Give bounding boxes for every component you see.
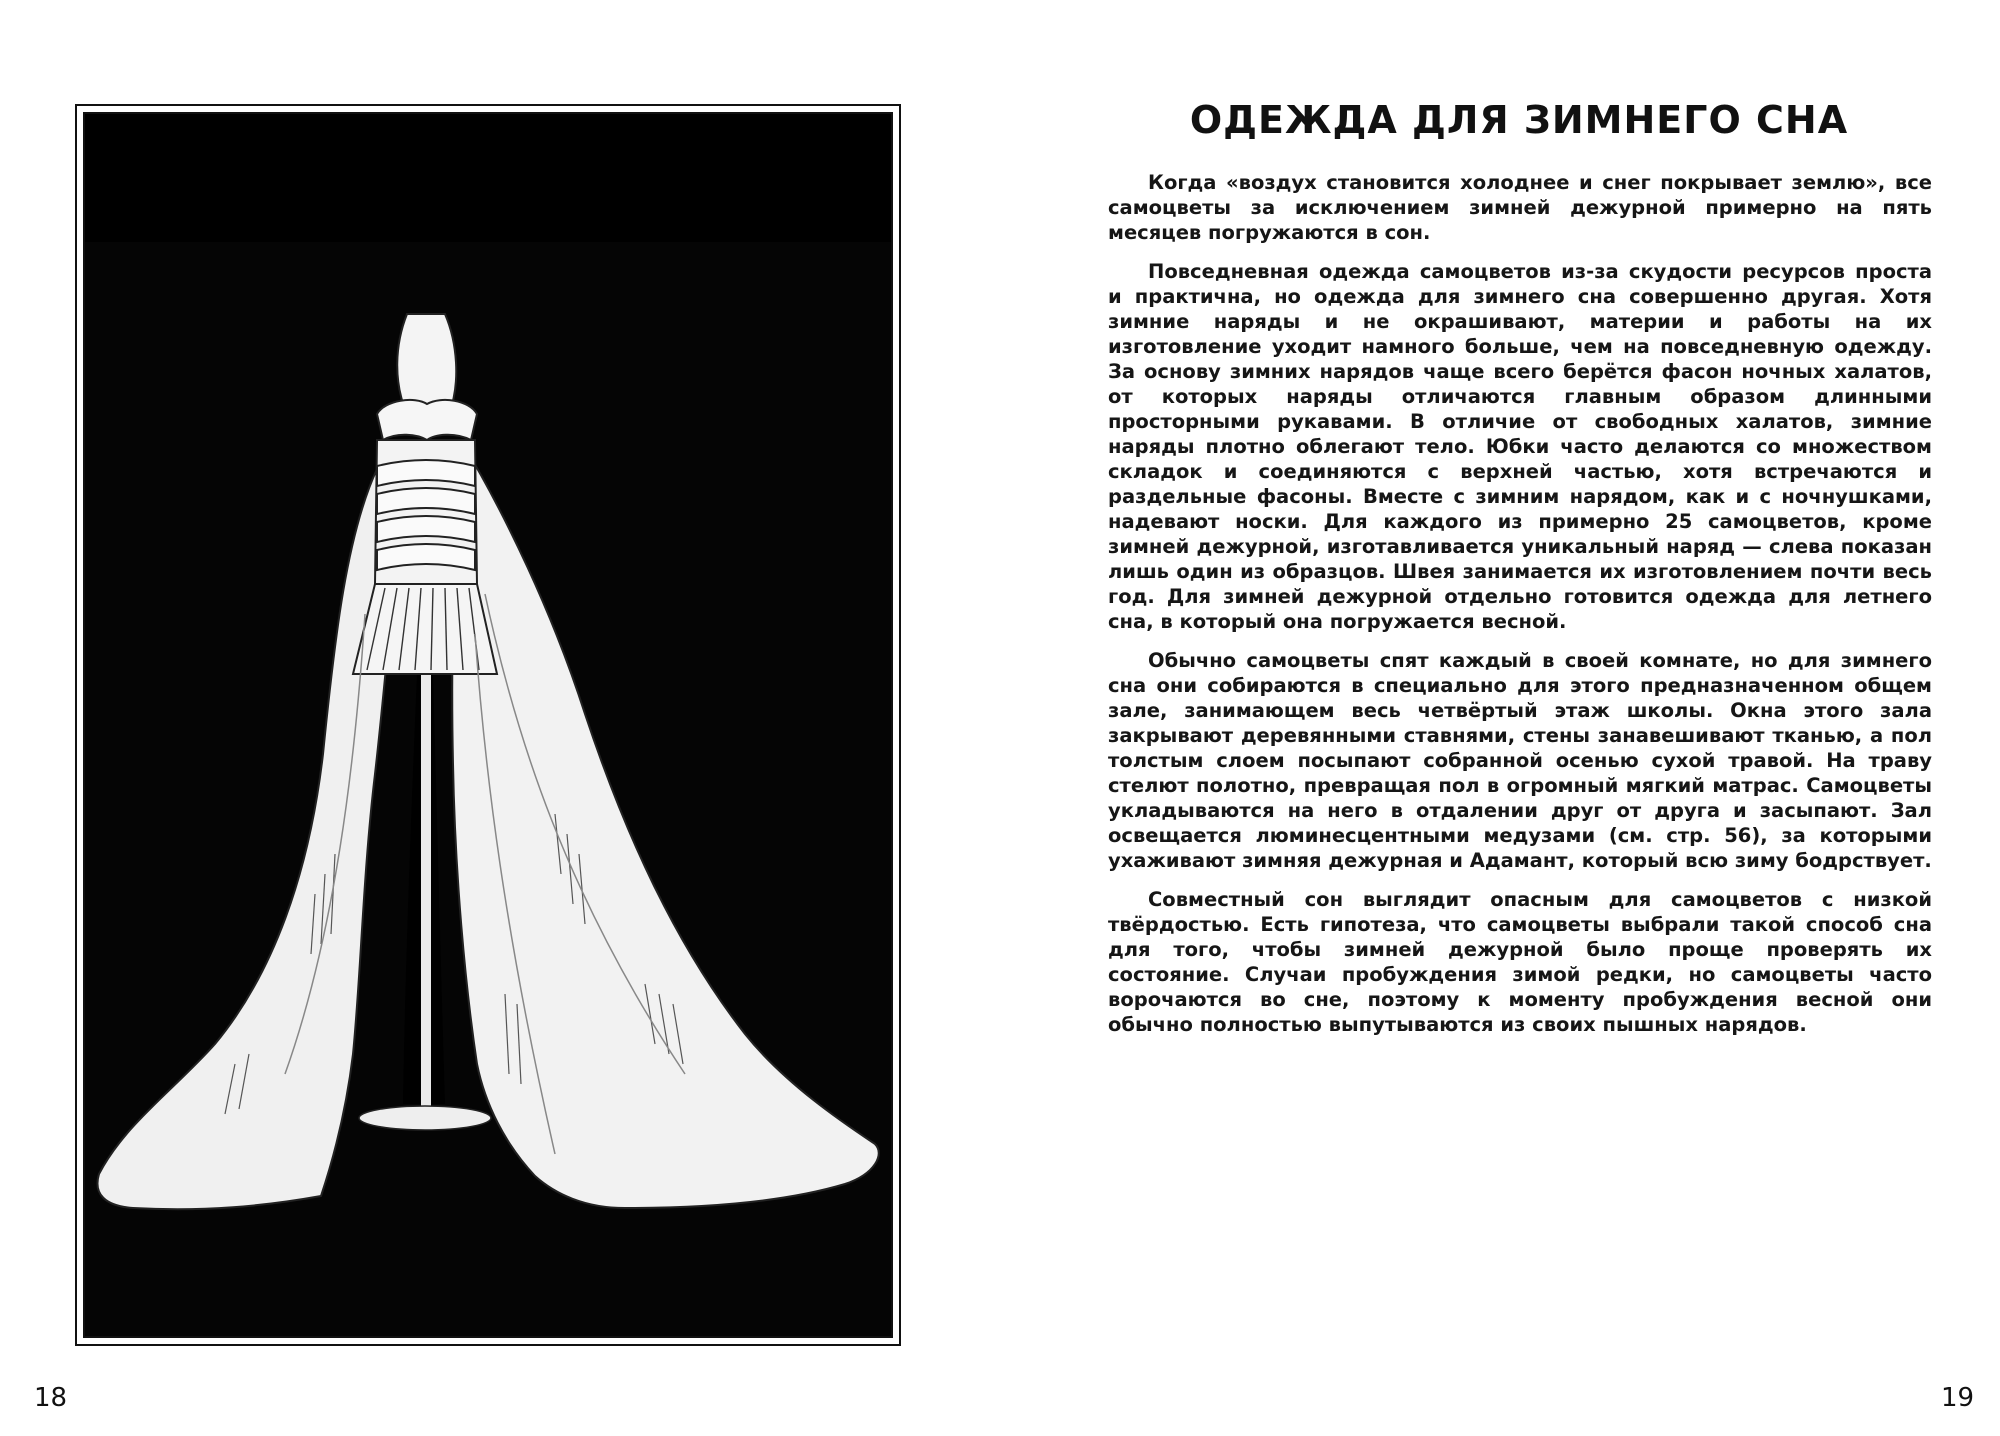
illustration-panel bbox=[83, 112, 893, 1338]
winter-sleep-gown-illustration-icon bbox=[85, 114, 891, 1336]
paragraph-4: Совместный сон выглядит опасным для самоцветов с низкой твёрдостью. Есть гипотеза, что самоцветы выбрали такой способ сна для того, чтобы зимней дежурной было проще проверять их состояние. Случаи пробуждения зимой редки, но самоцветы часто ворочаются во сне, поэтому к моменту пробуждения весной они обычно полностью выпутываются из своих пышных нарядов. bbox=[1108, 888, 1932, 1036]
page-number-left: 18 bbox=[34, 1383, 68, 1413]
page-number-right: 19 bbox=[1941, 1383, 1975, 1413]
paragraph-1: Когда «воздух становится холоднее и снег покрывает землю», все самоцветы за исключением зимней дежурной примерно на пять месяцев погружаются в сон. bbox=[1108, 171, 1932, 244]
page-title: ОДЕЖДА ДЛЯ ЗИМНЕГО СНА bbox=[1189, 98, 1849, 142]
paragraph-3: Обычно самоцветы спят каждый в своей комнате, но для зимнего сна они собираются в специально для этого предназначенном общем зале, занимающем весь четвёртый этаж школы. Окна этого зала закрывают деревянными ставнями, стены занавешивают тканью, а пол толстым слоем посыпают собранной осенью сухой травой. На траву стелют полотно, превращая пол в огромный мягкий матрас. Самоцветы укладываются на него в отдалении друг от друга и засыпают. Зал освещается люминесцентными медузами (см. стр. 56), за которыми ухаживают зимняя дежурная и Адамант, который всю зиму бодрствует. bbox=[1108, 649, 1932, 872]
paragraph-2: Повседневная одежда самоцветов из-за скудости ресурсов проста и практична, но одежда для зимнего сна совершенно другая. Хотя зимние наряды и не окрашивают, материи и работы на их изготовление уходит намного больше, чем на повседневную одежду. За основу зимних нарядов чаще всего берётся фасон ночных халатов, от которых наряды отличаются главным образом длинными просторными рукавами. В отличие от свободных халатов, зимние наряды плотно облегают тело. Юбки часто делаются со множеством складок и соединяются с верхней частью, хотя встречаются и раздельные фасоны. Вместе с зимним нарядом, как и с ночнушками, надевают носки. Для каждого из примерно 25 самоцветов, кроме зимней дежурной, изготавливается уникальный наряд — слева показан лишь один из образцов. Швея занимается их изготовлением почти весь год. Для зимней дежурной отдельно готовится одежда для летнего сна, в который она погружается весной. bbox=[1108, 260, 1932, 633]
article-body bbox=[1108, 170, 1932, 1051]
illustration-frame bbox=[75, 104, 901, 1346]
